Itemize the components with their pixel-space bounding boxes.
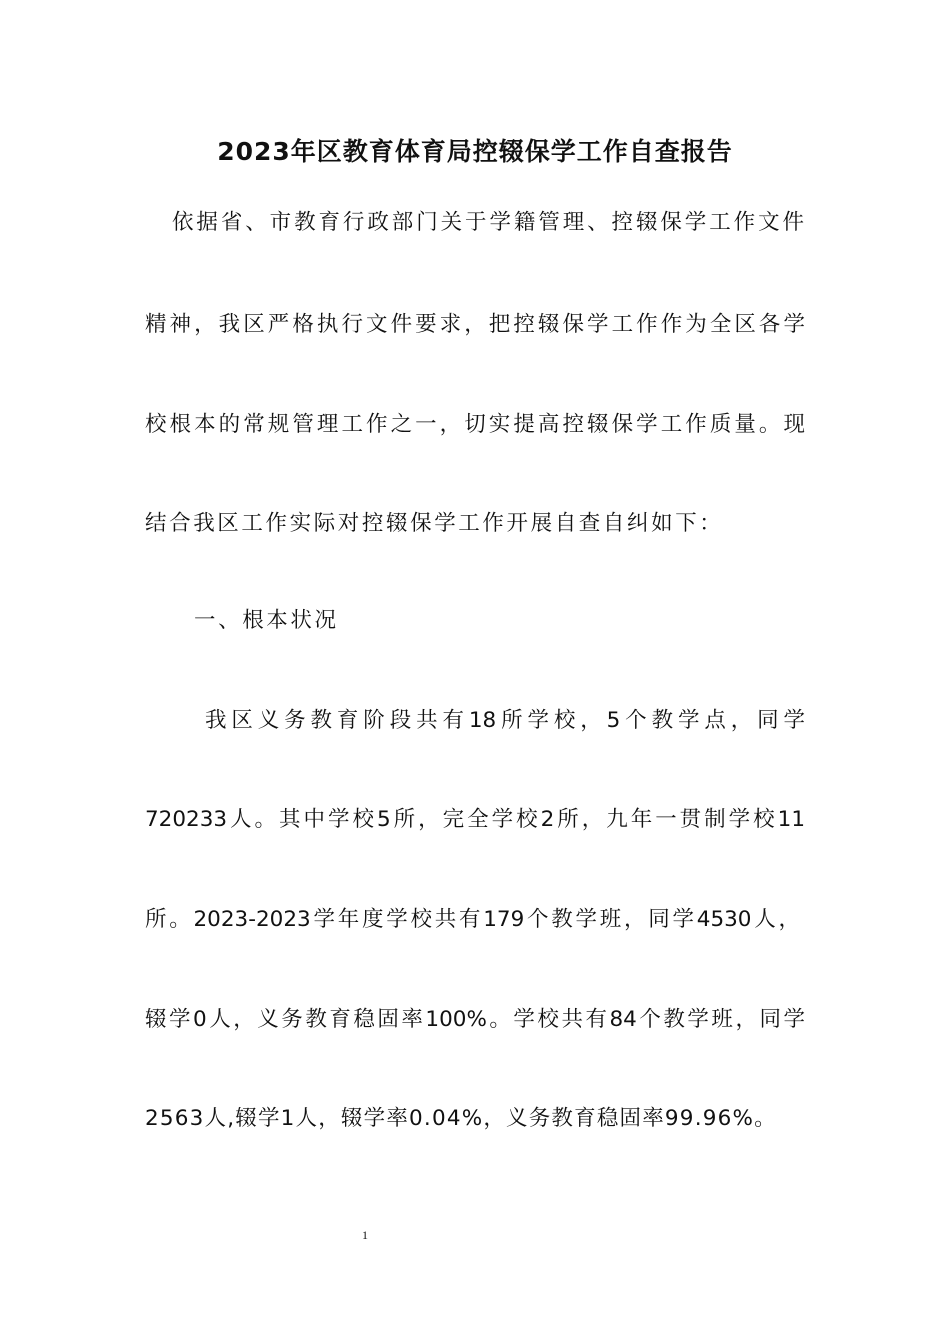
paragraph-line: 720233人。其中学校5所，完全学校2所，九年一贯制学校11 [145,807,805,832]
paragraph-line: 我区义务教育阶段共有18所学校，5个教学点，同学 [205,708,805,733]
paragraph-line: 2563人,辍学1人，辍学率0.04%，义务教育稳固率99.96%。 [145,1106,777,1131]
paragraph-line: 校根本的常规管理工作之一，切实提高控辍保学工作质量。现 [145,412,805,437]
page-number: 1 [362,1228,368,1242]
paragraph-line: 精神，我区严格执行文件要求，把控辍保学工作作为全区各学 [145,312,805,337]
document-title: 2023年区教育体育局控辍保学工作自查报告 [217,137,733,166]
paragraph-line: 结合我区工作实际对控辍保学工作开展自查自纠如下： [145,511,724,536]
section-heading: 一、根本状况 [194,608,339,633]
paragraph-line: 所。2023-2023学年度学校共有179个教学班，同学4530人， [145,907,800,932]
paragraph-line: 辍学0人，义务教育稳固率100%。学校共有84个教学班，同学 [145,1007,805,1032]
paragraph-line: 依据省、市教育行政部门关于学籍管理、控辍保学工作文件 [172,210,804,235]
